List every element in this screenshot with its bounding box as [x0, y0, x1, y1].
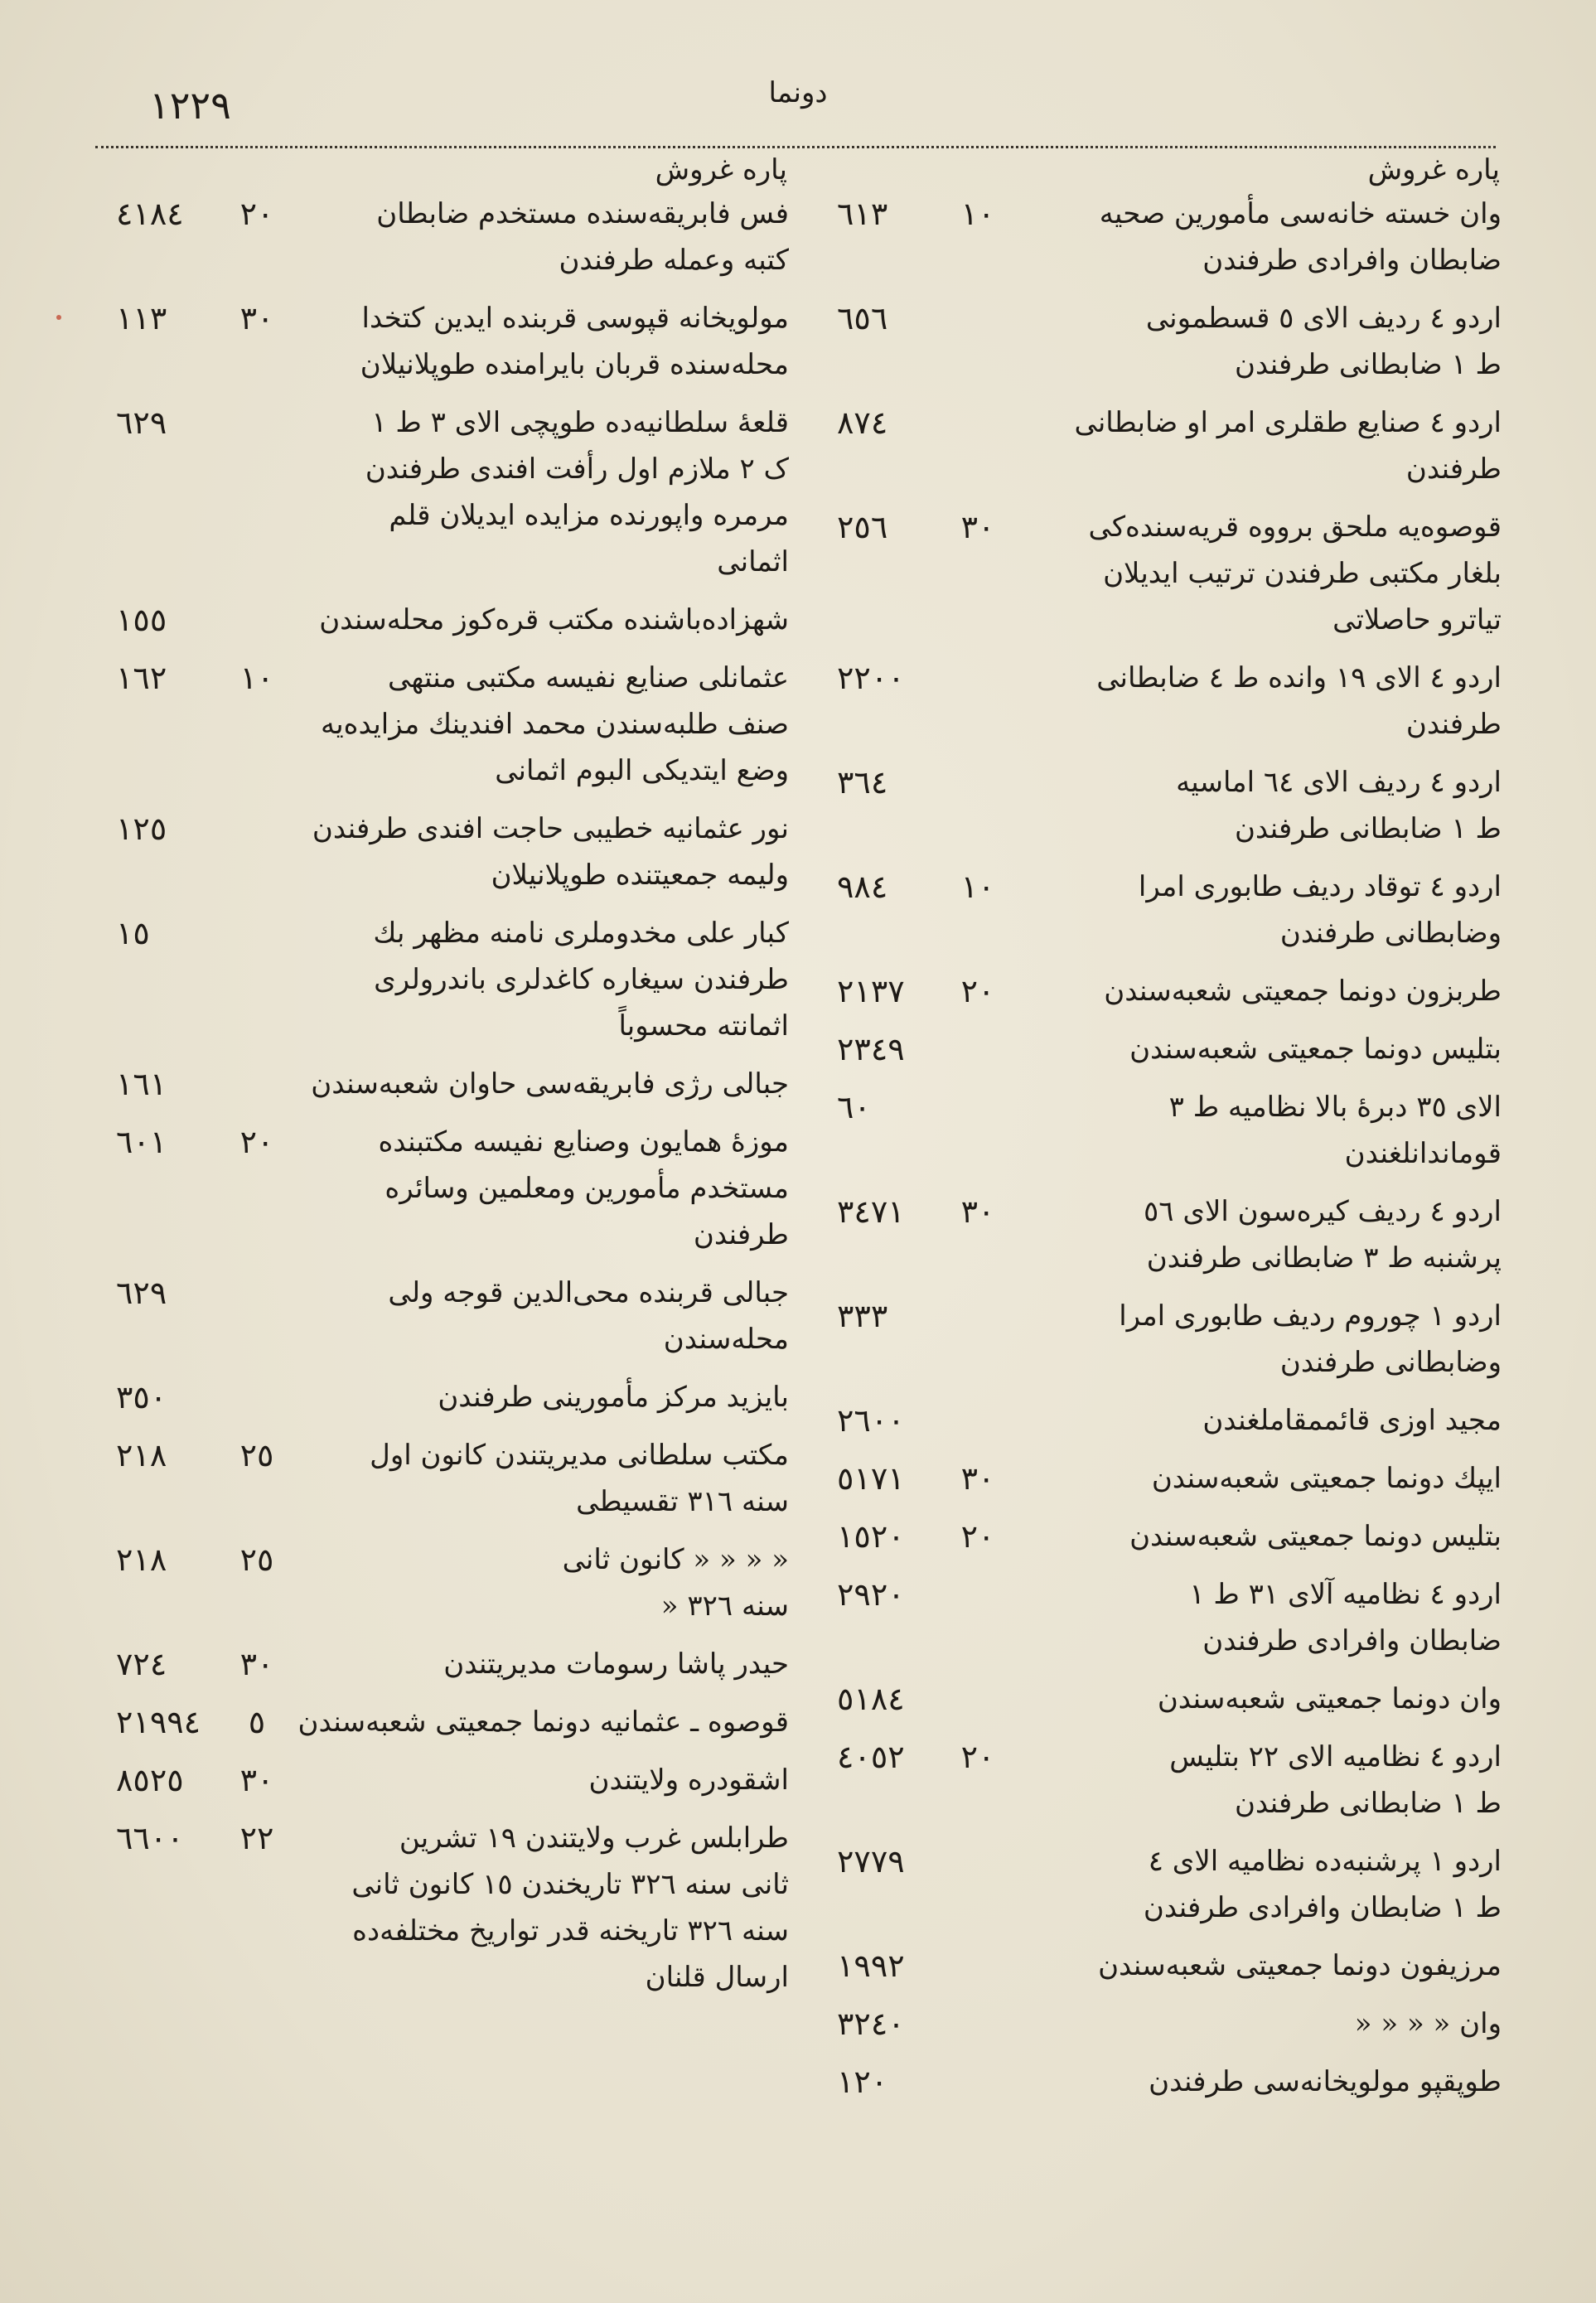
amount-kurus: ١٦٢ — [116, 660, 167, 696]
ledger-entry — [116, 1374, 804, 1420]
amount-para: ٣٠ — [239, 1646, 274, 1682]
amount-kurus: ٤٠٥٢ — [837, 1739, 905, 1775]
amount-kurus: ٢٧٧٩ — [837, 1843, 905, 1880]
entry-description — [1011, 504, 1516, 643]
amount-para: ٣٠ — [239, 300, 274, 336]
description-line: اردو ٤ توقاد ردیف طابوری امرا — [1138, 870, 1502, 903]
entry-amount — [116, 1061, 290, 1107]
ledger-entry — [837, 1571, 1516, 1664]
amount-para — [953, 1943, 1003, 1989]
entry-description — [1011, 2001, 1516, 2047]
description-line: مستخدم مأمورین ومعلمین وسائره — [384, 1172, 789, 1205]
amount-para: ١٠ — [960, 196, 995, 232]
description-line: اثمانته محسوباً — [618, 1009, 789, 1043]
description-line: جبالی قربنده محی‌الدین قوجه ولی — [388, 1276, 789, 1309]
entry-amount — [837, 2059, 1011, 2105]
description-line: ولیمه جمعیتنده طوپلانیلان — [491, 859, 789, 892]
description-line: کبار علی مخدوملری نامنه مظهر بك — [373, 917, 789, 950]
amount-para: ٣٠ — [239, 1762, 274, 1798]
entry-description — [1011, 2059, 1516, 2105]
amount-para: ٢٠ — [960, 973, 995, 1009]
amount-kurus: ٣٦٤ — [837, 764, 888, 801]
description-line: جبالی رژی فابریقه‌سی حاوان شعبه‌سندن — [311, 1067, 789, 1101]
entry-description — [290, 399, 804, 585]
amount-kurus: ٥١٧١ — [837, 1460, 905, 1497]
description-line: صنف طلبه‌سندن محمد افندینك مزایده‌یه — [320, 708, 789, 741]
description-line: ضابطان وافرادی طرفندن — [1202, 1624, 1502, 1657]
description-line: طرابلس غرب ولایتندن ١٩ تشرین — [399, 1822, 789, 1855]
description-line: قوماندانلغندن — [1344, 1137, 1502, 1170]
ledger-entry — [116, 1757, 804, 1803]
description-line: حیدر پاشا رسومات مدیریتندن — [443, 1647, 789, 1681]
description-line: کتبه وعمله طرفندن — [559, 244, 789, 277]
entry-amount — [837, 655, 1011, 701]
description-line: وضابطانی طرفندن — [1279, 917, 1502, 950]
description-line: ایپك دونما جمعیتی شعبه‌سندن — [1151, 1462, 1502, 1495]
amount-kurus: ٦٦٠٠ — [116, 1820, 184, 1856]
amount-para: ١٠ — [960, 868, 995, 905]
entry-description — [1011, 1026, 1516, 1072]
ledger-entry — [837, 504, 1516, 643]
amount-para — [232, 399, 282, 446]
description-line: تیاترو حاصلاتی — [1332, 603, 1502, 636]
amount-kurus: ٢٥٦ — [837, 509, 888, 545]
entry-amount — [837, 2001, 1011, 2047]
amount-para: ٣٠ — [960, 1193, 995, 1230]
entry-description — [1011, 864, 1516, 956]
amount-kurus: ٦٢٩ — [116, 1275, 167, 1311]
entry-amount — [116, 1432, 290, 1478]
entry-amount — [837, 864, 1011, 910]
entry-amount — [837, 1513, 1011, 1560]
ledger-entry — [837, 864, 1516, 956]
entry-description — [1011, 1676, 1516, 1722]
description-line: فس فابریقه‌سنده مستخدم ضابطان — [376, 197, 789, 230]
ledger-entry — [116, 399, 804, 585]
description-line: اردو ٤ نظامیه الای ٢٢ بتلیس — [1169, 1740, 1502, 1773]
entry-description — [290, 655, 804, 794]
entry-description — [290, 597, 804, 643]
description-line: طربزون دونما جمعیتی شعبه‌سندن — [1104, 975, 1502, 1008]
amount-para — [232, 597, 282, 643]
entry-amount — [837, 1188, 1011, 1235]
amount-kurus: ٦٢٩ — [116, 404, 167, 441]
right-column-header: پاره غروش — [1367, 153, 1500, 186]
entry-amount — [116, 399, 290, 446]
amount-para: ٢٠ — [239, 1124, 274, 1160]
amount-para — [953, 1676, 1003, 1722]
description-line: ط ١ ضابطانی طرفندن — [1234, 1787, 1502, 1820]
ledger-entry — [837, 1943, 1516, 1989]
ledger-entry — [837, 968, 1516, 1014]
ledger-entry — [837, 759, 1516, 852]
description-line: وان « « « « — [1354, 2007, 1502, 2040]
amount-kurus: ٦٠١ — [116, 1124, 167, 1160]
entry-description — [1011, 1734, 1516, 1826]
amount-para — [232, 806, 282, 852]
ledger-entry — [116, 1119, 804, 1258]
description-line: اردو ١ چوروم ردیف طابوری امرا — [1119, 1299, 1502, 1333]
ledger-entry — [837, 1455, 1516, 1502]
ledger-entry — [116, 910, 804, 1049]
description-line: عثمانلی صنایع نفیسه مکتبی منتهی — [388, 661, 789, 694]
amount-para — [953, 655, 1003, 701]
ledger-entry — [837, 191, 1516, 283]
entry-amount — [837, 191, 1011, 237]
ledger-entry — [116, 295, 804, 388]
amount-kurus: ٢١٨ — [116, 1541, 167, 1578]
ledger-entry — [116, 1432, 804, 1525]
amount-kurus: ٢٣٤٩ — [837, 1031, 905, 1067]
entry-description — [1011, 1571, 1516, 1664]
ledger-entry — [837, 1838, 1516, 1931]
entry-amount — [837, 968, 1011, 1014]
ledger-entry — [837, 1293, 1516, 1386]
amount-para: ٢٠ — [960, 1518, 995, 1555]
ledger-entry — [116, 1641, 804, 1687]
amount-para — [232, 1270, 282, 1316]
entry-description — [290, 1119, 804, 1258]
description-line: الای ٣٥ دبرهٔ بالا نظامیه ط ٣ — [1168, 1091, 1502, 1124]
description-line: ط ١ ضابطانی طرفندن — [1234, 812, 1502, 845]
amount-kurus: ١٢٠ — [837, 2064, 888, 2100]
entry-description — [1011, 295, 1516, 388]
ledger-entry — [837, 2001, 1516, 2047]
description-line: اردو ٤ ردیف الای ٦٤ اماسیه — [1176, 766, 1502, 799]
amount-kurus: ٢٦٠٠ — [837, 1402, 905, 1439]
amount-kurus: ١٥٥ — [116, 602, 167, 638]
amount-para — [953, 2001, 1003, 2047]
entry-description — [290, 1815, 804, 2001]
ledger-entry — [116, 1536, 804, 1629]
description-line: طرفندن سیغاره کاغدلری باندرولری — [374, 963, 789, 996]
entry-amount — [837, 1026, 1011, 1072]
entry-amount — [116, 806, 290, 852]
entry-description — [1011, 1838, 1516, 1931]
ledger-entry — [116, 1815, 804, 2001]
entry-amount — [116, 1119, 290, 1165]
amount-kurus: ٣٥٠ — [116, 1379, 167, 1415]
entry-amount — [116, 1699, 290, 1745]
ledger-entry — [116, 1061, 804, 1107]
amount-para: ٢٢ — [239, 1820, 274, 1856]
ledger-entry — [116, 655, 804, 794]
entry-description — [1011, 1943, 1516, 1989]
description-line: ارسال قلنان — [645, 1961, 789, 1994]
entry-description — [1011, 759, 1516, 852]
amount-kurus: ١٥٢٠ — [837, 1518, 905, 1555]
description-line: قلعهٔ سلطانیه‌ده طوپچی الای ٣ ط ١ — [371, 406, 789, 439]
description-line: مرمره واپورنده مزایده ایدیلان قلم — [389, 499, 789, 532]
right-column-entries — [837, 191, 1516, 2105]
description-line: اردو ٤ صنایع طقلری امر او ضابطانی — [1074, 406, 1502, 439]
running-title: دونما — [768, 76, 828, 109]
description-line: سنه ٣٢٦ تاریخنه قدر تواریخ مختلفه‌ده — [352, 1914, 789, 1947]
amount-kurus: ٤١٨٤ — [116, 196, 184, 232]
amount-kurus: ٣٢٤٠ — [837, 2005, 905, 2042]
entry-description — [1011, 1188, 1516, 1281]
amount-para — [953, 759, 1003, 806]
description-line: پرشنبه ط ٣ ضابطانی طرفندن — [1146, 1241, 1502, 1275]
entry-description — [290, 910, 804, 1049]
entry-amount — [116, 1374, 290, 1420]
amount-kurus: ٢٢٠٠ — [837, 660, 905, 696]
entry-description — [290, 1432, 804, 1525]
description-line: اردو ٤ الای ١٩ وانده ط ٤ ضابطانی — [1096, 661, 1502, 694]
amount-kurus: ١١٣ — [116, 300, 167, 336]
amount-para — [953, 2059, 1003, 2105]
amount-kurus: ٦٠ — [837, 1089, 871, 1125]
description-line: مجید اوزی قائممقاملغندن — [1202, 1404, 1502, 1437]
entry-description — [290, 806, 804, 898]
description-line: محله‌سنده قربان بایرامنده طوپلانیلان — [360, 348, 789, 381]
amount-kurus: ١٦١ — [116, 1066, 167, 1102]
amount-para — [953, 1397, 1003, 1444]
description-line: وضع ایتدیکی البوم اثمانی — [495, 754, 789, 787]
entry-description — [290, 295, 804, 388]
entry-description — [1011, 1084, 1516, 1177]
entry-amount — [837, 1838, 1011, 1884]
description-line: محله‌سندن — [663, 1323, 789, 1356]
entry-amount — [837, 1676, 1011, 1722]
entry-amount — [116, 1641, 290, 1687]
entry-amount — [116, 597, 290, 643]
entry-description — [290, 1699, 804, 1745]
description-line: اثمانی — [717, 545, 789, 578]
entry-description — [1011, 191, 1516, 283]
description-line: قوصوه ـ عثمانیه دونما جمعیتی شعبه‌سندن — [297, 1705, 789, 1739]
amount-kurus: ٢٩٢٠ — [837, 1576, 905, 1613]
ledger-entry — [837, 1188, 1516, 1281]
amount-kurus: ٧٢٤ — [116, 1646, 167, 1682]
left-column-entries — [116, 191, 804, 2001]
amount-para: ٢٠ — [239, 196, 274, 232]
right-column — [837, 149, 1516, 2117]
ledger-entry — [837, 1084, 1516, 1177]
entry-amount — [837, 1293, 1011, 1339]
entry-description — [290, 1270, 804, 1362]
entry-amount — [837, 1397, 1011, 1444]
amount-kurus: ١٢٥ — [116, 810, 167, 847]
description-line: بتلیس دونما جمعیتی شعبه‌سندن — [1129, 1033, 1502, 1066]
description-line: وضابطانی طرفندن — [1279, 1346, 1502, 1379]
amount-kurus: ٢١٨ — [116, 1437, 167, 1473]
entry-amount — [116, 655, 290, 701]
amount-para: ٥ — [248, 1704, 266, 1740]
amount-para: ٢٠ — [960, 1739, 995, 1775]
amount-kurus: ٨٥٢٥ — [116, 1762, 184, 1798]
left-column-header: پاره غروش — [655, 153, 787, 186]
amount-kurus: ٢١٩٩٤ — [116, 1704, 201, 1740]
description-line: ک ٢ ملازم اول رأفت افندی طرفندن — [365, 452, 789, 486]
amount-para — [953, 1571, 1003, 1618]
entry-description — [1011, 968, 1516, 1014]
header-dotted-rule — [95, 146, 1496, 148]
amount-para — [953, 1293, 1003, 1339]
amount-para — [953, 399, 1003, 446]
description-line: اردو ١ پرشنبه‌ده نظامیه الای ٤ — [1148, 1845, 1502, 1878]
amount-kurus: ٨٧٤ — [837, 404, 888, 441]
description-line: طرفندن — [1405, 708, 1502, 741]
entry-amount — [837, 1084, 1011, 1130]
left-column — [116, 149, 804, 2012]
ledger-entry — [837, 655, 1516, 748]
entry-amount — [837, 1455, 1011, 1502]
amount-para — [953, 1838, 1003, 1884]
amount-kurus: ٣٣٣ — [837, 1298, 888, 1334]
entry-amount — [116, 1536, 290, 1583]
amount-para: ٢٥ — [239, 1437, 274, 1473]
description-line: قوصوه‌یه ملحق برووه قریه‌سنده‌کی — [1088, 510, 1502, 544]
entry-amount — [837, 1571, 1011, 1618]
ledger-entry — [116, 1699, 804, 1745]
ledger-entry — [837, 1026, 1516, 1072]
entry-amount — [837, 759, 1011, 806]
amount-para — [953, 1026, 1003, 1072]
description-line: طرفندن — [1405, 452, 1502, 486]
description-line: ثانی سنه ٣٢٦ تاریخندن ١٥ کانون ثانی — [351, 1868, 789, 1901]
description-line: بایزید مرکز مأمورینی طرفندن — [438, 1381, 789, 1414]
ledger-entry — [837, 1676, 1516, 1722]
entry-amount — [837, 1943, 1011, 1989]
amount-para: ٣٠ — [960, 509, 995, 545]
description-line: ط ١ ضابطان وافرادی طرفندن — [1143, 1891, 1502, 1924]
amount-kurus: ٦٥٦ — [837, 300, 888, 336]
entry-description — [290, 1757, 804, 1803]
amount-para — [953, 1084, 1003, 1130]
entry-description — [290, 1374, 804, 1420]
paper-blemish — [56, 315, 61, 320]
amount-kurus: ١٥ — [116, 915, 150, 951]
ledger-entry — [837, 1397, 1516, 1444]
entry-description — [1011, 1397, 1516, 1444]
ledger-entry — [837, 1734, 1516, 1826]
entry-amount — [837, 504, 1011, 550]
ledger-entry — [837, 295, 1516, 388]
description-line: ط ١ ضابطانی طرفندن — [1234, 348, 1502, 381]
amount-kurus: ٩٨٤ — [837, 868, 888, 905]
amount-para: ٣٠ — [960, 1460, 995, 1497]
entry-amount — [837, 399, 1011, 446]
ledger-entry — [116, 806, 804, 898]
entry-description — [1011, 655, 1516, 748]
description-line: اردو ٤ ردیف کیره‌سون الای ٥٦ — [1144, 1195, 1502, 1228]
amount-para — [232, 1374, 282, 1420]
amount-para: ٢٥ — [239, 1541, 274, 1578]
entry-amount — [837, 1734, 1011, 1780]
description-line: اردو ٤ ردیف الای ٥ قسطمونی — [1145, 302, 1502, 335]
description-line: سنه ٣١٦ تقسیطی — [576, 1485, 789, 1518]
description-line: نور عثمانیه خطیبی حاجت افندی طرفندن — [312, 812, 789, 845]
entry-amount — [116, 910, 290, 956]
ledger-entry — [837, 399, 1516, 492]
description-line: شهزاده‌باشنده مکتب قره‌کوز محله‌سندن — [319, 603, 789, 636]
description-line: موزهٔ همایون وصنایع نفیسه مکتبنده — [378, 1125, 789, 1159]
amount-kurus: ٢١٣٧ — [837, 973, 905, 1009]
description-line: وان دونما جمعیتی شعبه‌سندن — [1157, 1682, 1502, 1715]
entry-amount — [116, 1815, 290, 1861]
description-line: اشقودره ولایتندن — [588, 1764, 789, 1797]
entry-description — [290, 1641, 804, 1687]
description-line: مرزیفون دونما جمعیتی شعبه‌سندن — [1098, 1949, 1502, 1982]
page-number: ١٢٢٩ — [149, 83, 231, 128]
entry-amount — [116, 1757, 290, 1803]
entry-amount — [116, 191, 290, 237]
amount-para — [232, 1061, 282, 1107]
description-line: مکتب سلطانی مدیریتندن کانون اول — [370, 1439, 789, 1472]
description-line: وان خسته خانه‌سی مأمورین صحیه — [1099, 197, 1502, 230]
amount-kurus: ٣٤٧١ — [837, 1193, 905, 1230]
entry-amount — [116, 1270, 290, 1316]
amount-para — [953, 295, 1003, 341]
ledger-entry — [837, 1513, 1516, 1560]
description-line: طرفندن — [693, 1218, 789, 1251]
entry-description — [1011, 1513, 1516, 1560]
entry-description — [290, 191, 804, 283]
description-line: ضابطان وافرادی طرفندن — [1202, 244, 1502, 277]
entry-description — [1011, 1455, 1516, 1502]
entry-amount — [116, 295, 290, 341]
amount-kurus: ١٩٩٢ — [837, 1947, 905, 1984]
description-line: طوپقپو مولویخانه‌سی طرفندن — [1149, 2065, 1502, 2098]
entry-description — [1011, 399, 1516, 492]
entry-description — [290, 1061, 804, 1107]
ledger-entry — [116, 597, 804, 643]
entry-description — [1011, 1293, 1516, 1386]
ledger-entry — [837, 2059, 1516, 2105]
description-line: « « « « کانون ثانی — [562, 1543, 789, 1576]
description-line: اردو ٤ نظامیه آلای ٣١ ط ١ — [1189, 1578, 1502, 1611]
amount-para — [232, 910, 282, 956]
entry-description — [290, 1536, 804, 1629]
description-line: مولویخانه قپوسی قربنده ایدین کتخدا — [361, 302, 789, 335]
amount-kurus: ٦١٣ — [837, 196, 888, 232]
description-line: بتلیس دونما جمعیتی شعبه‌سندن — [1129, 1520, 1502, 1553]
amount-kurus: ٥١٨٤ — [837, 1681, 905, 1717]
ledger-entry — [116, 1270, 804, 1362]
description-line: بلغار مکتبی طرفندن ترتیب ایدیلان — [1103, 557, 1502, 590]
amount-para: ١٠ — [239, 660, 274, 696]
description-line: سنه ٣٢٦ « — [660, 1589, 789, 1623]
entry-amount — [837, 295, 1011, 341]
ledger-entry — [116, 191, 804, 283]
